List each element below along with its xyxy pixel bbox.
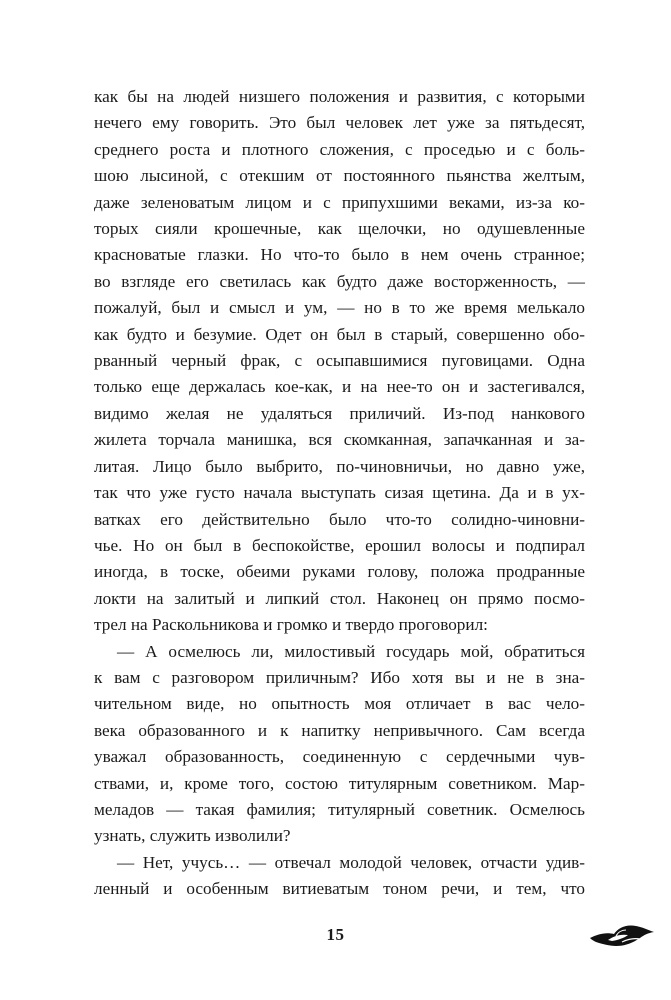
text-line: меладов — такая фамилия; титулярный советник. Осмелюсь xyxy=(94,799,585,819)
body-text xyxy=(94,84,585,903)
text-line: — А осмелюсь ли, милостивый государь мой, обратиться xyxy=(117,641,585,661)
text-line: чительном виде, но опытность моя отличает в вас чело- xyxy=(94,694,585,714)
text-line: пожалуй, был и смысл и ум, — но в то же время мелькало xyxy=(94,298,585,318)
page-number: 15 xyxy=(326,925,345,944)
text-line: ствами, и, кроме того, состою титулярным советником. Мар- xyxy=(94,773,585,793)
text-line: иногда, в тоске, обеими руками голову, положа продранные xyxy=(94,562,585,582)
flying-bird-ornament-icon xyxy=(588,918,656,954)
text-line: жилета торчала манишка, вся скомканная, запачканная и за- xyxy=(94,430,585,450)
text-line: нечего ему говорить. Это был человек лет уже за пятьдесят, xyxy=(94,113,585,133)
text-line: как бы на людей низшего положения и развития, с которыми xyxy=(94,87,585,106)
text-line: к вам с разговором приличным? Ибо хотя вы и не в зна- xyxy=(94,667,585,687)
text-line: трел на Раскольникова и громко и твердо проговорил: xyxy=(94,615,488,635)
text-line: во взгляде его светилась как будто даже восторженность, — xyxy=(94,271,585,291)
text-line: литая. Лицо было выбрито, по-чиновничьи, но давно уже, xyxy=(94,456,585,476)
text-line: так что уже густо начала выступать сизая щетина. Да и в ух- xyxy=(94,483,585,503)
text-line: красноватые глазки. Но что-то было в нем очень странное; xyxy=(94,245,585,265)
text-line: уважал образованность, соединенную с сердечными чув- xyxy=(94,747,585,767)
text-line: шою лысиной, с отекшим от постоянного пьянства желтым, xyxy=(94,166,585,186)
text-line: как будто и безумие. Одет он был в старый, совершенно обо- xyxy=(94,324,585,344)
text-line: среднего роста и плотного сложения, с проседью и с боль- xyxy=(94,139,585,159)
text-line: видимо желая не удаляться приличий. Из-под нанкового xyxy=(94,403,585,423)
text-line: только еще держалась кое-как, и на нее-то он и застегивался, xyxy=(94,377,585,397)
text-line: — Нет, учусь… — отвечал молодой человек, отчасти удив- xyxy=(117,852,585,872)
text-line: локти на залитый и липкий стол. Наконец он прямо посмо- xyxy=(94,588,585,608)
text-line: ватках его действительно было что-то солидно-чиновни- xyxy=(94,509,585,529)
text-line: узнать, служить изволили? xyxy=(94,826,291,846)
text-line: века образованного и к напитку непривычного. Сам всегда xyxy=(94,720,585,740)
text-line: чье. Но он был в беспокойстве, ерошил волосы и подпирал xyxy=(94,535,585,555)
text-line: даже зеленоватым лицом и с припухшими веками, из-за ко- xyxy=(94,192,585,212)
text-line: торых сияли крошечные, как щелочки, но одушевленные xyxy=(94,219,585,239)
text-line: рванный черный фрак, с осыпавшимися пуговицами. Одна xyxy=(94,351,585,371)
text-line: ленный и особенным витиеватым тоном речи, и тем, что xyxy=(94,879,585,899)
